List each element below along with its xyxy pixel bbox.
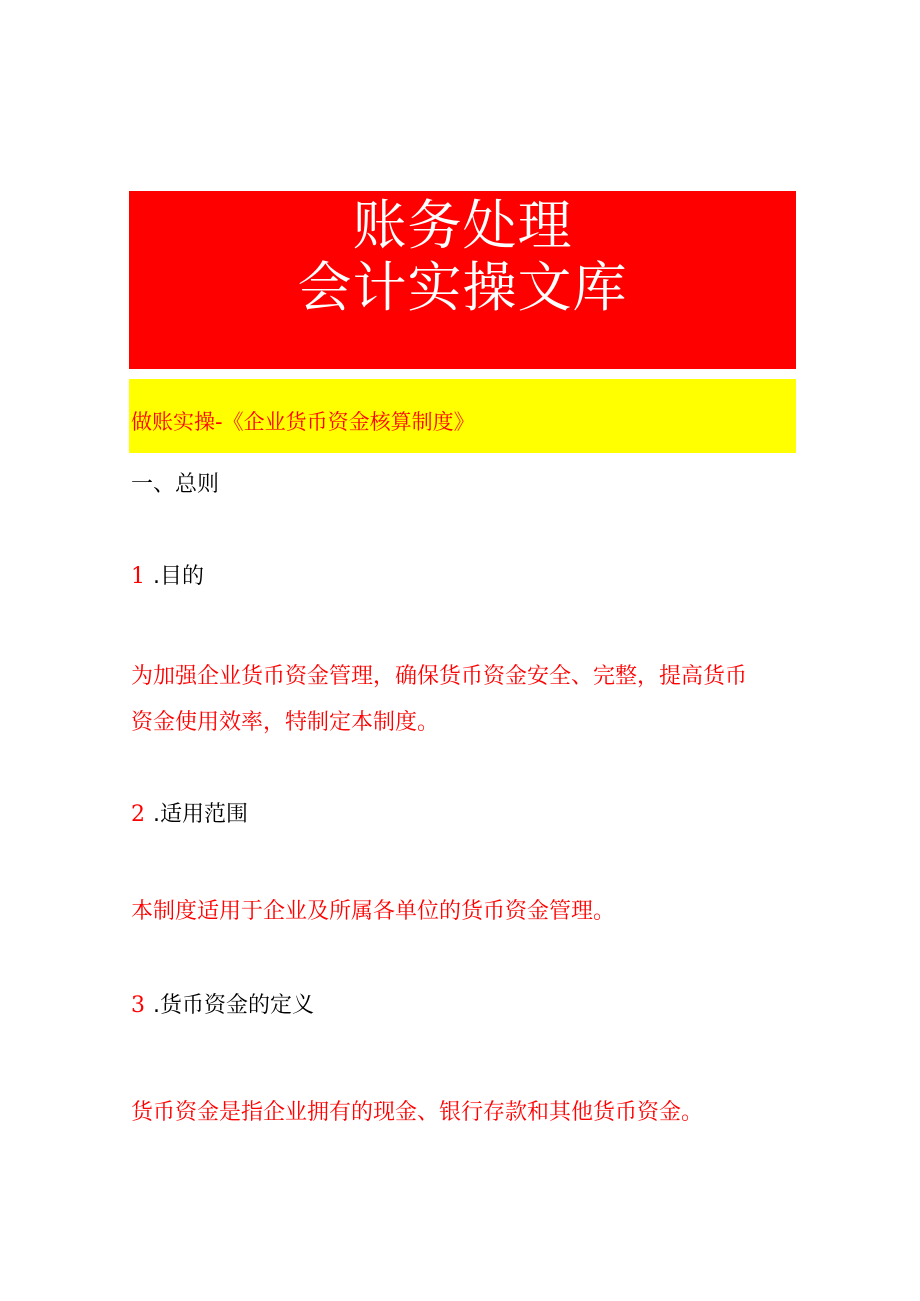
paragraph-line: 本制度适用于企业及所属各单位的货币资金管理。 <box>131 899 616 924</box>
section-paragraph-3 <box>131 1090 703 1136</box>
subtitle-bar <box>129 379 796 453</box>
section-number-2: 2 <box>131 802 146 827</box>
title-banner <box>129 191 796 369</box>
section-heading-3 <box>131 983 314 1029</box>
document-subtitle: 做账实操-《企业货币资金核算制度》 <box>131 410 475 434</box>
section-paragraph-2 <box>131 889 615 935</box>
banner-title-line-1: 账务处理 <box>352 194 573 257</box>
banner-title-line-2: 会计实操文库 <box>297 256 628 319</box>
section-heading-1 <box>131 554 204 600</box>
section-heading-2 <box>131 792 248 838</box>
section-paragraph-1 <box>131 654 747 746</box>
chapter-heading: 一、总则 <box>131 472 220 497</box>
section-number-1: 1 <box>131 564 146 589</box>
paragraph-line: 为加强企业货币资金管理，确保货币资金安全、完整，提高货币 <box>131 664 748 689</box>
section-title-2: .适用范围 <box>153 802 248 827</box>
section-title-1: .目的 <box>153 564 204 589</box>
section-title-3: .货币资金的定义 <box>153 993 314 1018</box>
paragraph-line: 货币资金是指企业拥有的现金、银行存款和其他货币资金。 <box>131 1100 704 1125</box>
section-number-3: 3 <box>131 993 146 1018</box>
paragraph-line: 资金使用效率，特制定本制度。 <box>131 710 440 735</box>
